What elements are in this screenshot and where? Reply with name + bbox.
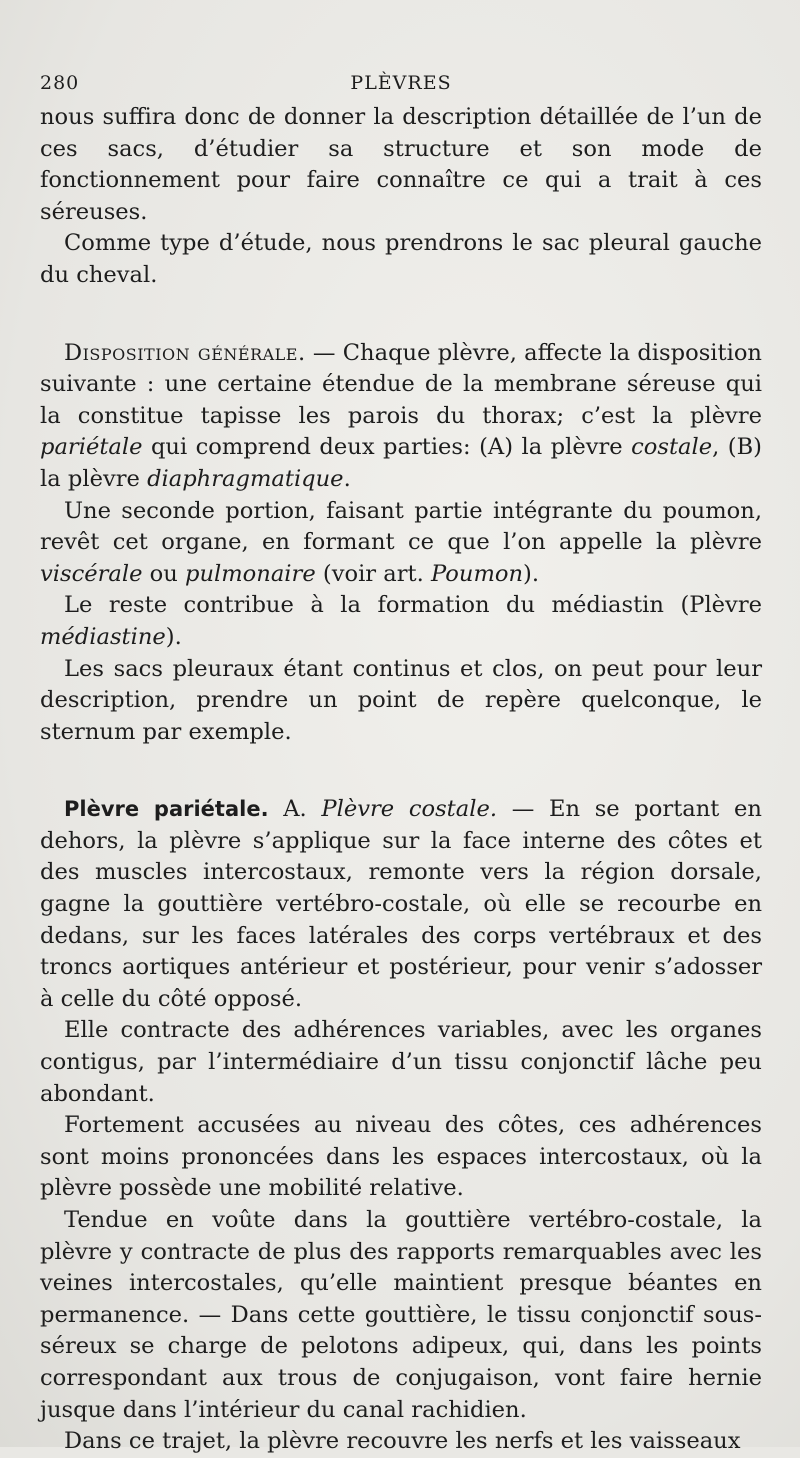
italic-term: Plèvre costale.	[321, 796, 498, 823]
italic-term: médiastine	[40, 623, 166, 650]
section-gap	[40, 292, 762, 338]
text-run: ).	[165, 623, 182, 650]
text-run: ).	[523, 560, 540, 587]
italic-term: diaphragmatique	[147, 465, 344, 492]
paragraph: Fortement accusées au niveau des côtes, ces adhérences sont moins prononcées dans les espaces intercostaux, où la plèvre possède une mobilité relative.	[40, 1112, 762, 1202]
text-run: ou	[142, 560, 186, 587]
paragraph: Les sacs pleuraux étant continus et clos, on peut pour leur description, prendre un point de repère quelconque, le sternum par exemple.	[40, 655, 762, 745]
text-run: — En se portant en dehors, la plèvre s’applique sur la face interne des côtes et des muscles intercostaux, remonte vers la région dorsale, gagne la gouttière vertébro-costale, où elle se recourbe en dedans, sur les faces latérales des corps vertébraux et des troncs aortiques antérieur et postérieur, pour venir s’adosser à celle du côté opposé.	[40, 796, 762, 1012]
running-title: PLÈVRES	[350, 72, 452, 94]
italic-term: pulmonaire	[185, 560, 316, 587]
text-run: .	[343, 465, 351, 492]
paragraph: Tendue en voûte dans la gouttière vertébro-costale, la plèvre y contracte de plus des rapports remarquables avec les veines intercostales, qu’elle maintient presque béantes en permanence. — Dans cette gouttière, le tissu conjonctif sous-séreux se charge de pelotons adipeux, qui, dans les points correspondant aux trous de conjugaison, vont faire hernie jusque dans l’intérieur du canal rachidien.	[40, 1207, 762, 1423]
italic-term: Poumon	[431, 560, 524, 587]
text-run: Le reste contribue à la formation du médiastin (Plèvre	[64, 592, 762, 619]
page-number: 280	[40, 72, 80, 94]
italic-term: pariétale	[40, 434, 143, 461]
section-gap	[40, 748, 762, 794]
text-run: — Chaque plèvre, affecte la disposition suivante : une certaine étendue de la membrane séreuse qui la constitue tapisse les parois du thorax; c’est la plèvre	[40, 339, 762, 429]
italic-term: costale	[631, 434, 713, 461]
page-header	[40, 72, 762, 102]
section-heading: Plèvre pariétale.	[64, 797, 269, 822]
paragraph: Elle contracte des adhérences variables, avec les organes contigus, par l’intermédiaire d’un tissu conjonctif lâche peu abondant.	[40, 1017, 762, 1107]
section-heading: Disposition générale.	[64, 339, 306, 366]
paragraph-plevre-parietale	[40, 794, 762, 1015]
text-run: Une seconde portion, faisant partie intégrante du poumon, revêt cet organe, en formant ce que l’on appelle la plèvre	[40, 497, 762, 556]
text-run: , (B) la plèvre	[40, 434, 762, 492]
paragraph	[40, 590, 762, 653]
paragraph-disposition	[40, 338, 762, 496]
text-run: (voir art.	[315, 560, 431, 587]
text-run: qui comprend deux parties: (A) la plèvre	[142, 434, 632, 461]
italic-term: viscérale	[40, 560, 143, 587]
text-run: A.	[268, 796, 322, 823]
paragraph: Dans ce trajet, la plèvre recouvre les nerfs et les vaisseaux	[64, 1428, 741, 1455]
paragraph: Comme type d’étude, nous prendrons le sac pleural gauche du cheval.	[40, 230, 762, 288]
paragraph: nous suffira donc de donner la description détaillée de l’un de ces sacs, d’étudier sa structure et son mode de fonctionnement pour faire connaître ce qui a trait à ces séreuses.	[40, 104, 762, 225]
paragraph	[40, 496, 762, 591]
